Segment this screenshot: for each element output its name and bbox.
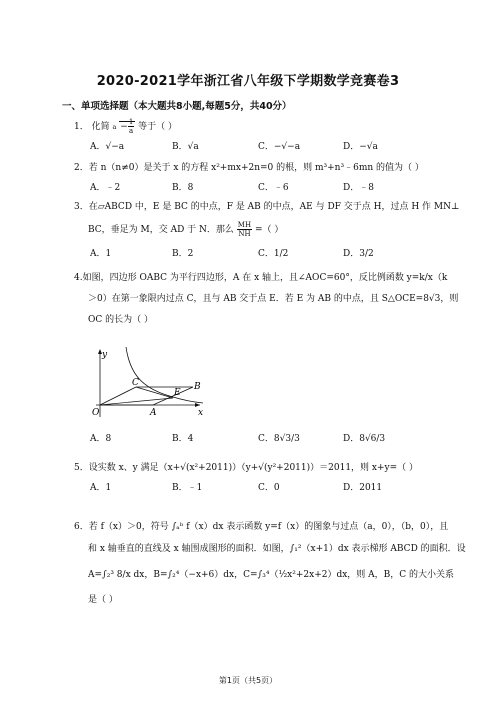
sqrt-expression: − $\frac{1}{a}$	[120, 118, 134, 135]
label-E: E	[174, 388, 181, 398]
label-y: y	[102, 350, 108, 360]
question-2	[74, 162, 424, 174]
x-axis-arrow	[195, 403, 200, 407]
option-d: D．8√6/3	[343, 434, 386, 444]
question-4-line3: OC 的长为（ ）	[88, 315, 153, 325]
question-text: 设实数 x、y 满足（x+√(x²+2011)）（y+√(y²+2011)）＝2011，则 x+y=（ ）	[88, 463, 419, 473]
label-x: x	[198, 408, 204, 418]
hyperbola-curve	[126, 347, 203, 403]
label-B: B	[194, 382, 201, 392]
option-b: B．√a	[172, 142, 199, 152]
question-text: 等于（ ）	[138, 122, 178, 132]
question-text: BC，垂足为 M，交 AD 于 N．那么	[88, 225, 234, 235]
option-b: B．4	[172, 434, 194, 444]
question-6-line4: 是（ ）	[88, 595, 118, 605]
fraction: $\frac{1}{a}$	[128, 118, 134, 135]
expr-a: a	[112, 123, 117, 131]
question-text: 化简	[91, 122, 110, 132]
section-header: 一、单项选择题（本大题共8小题,每题5分，共40分）	[62, 101, 292, 112]
label-O: O	[92, 408, 100, 418]
option-d: D．3/2	[343, 249, 374, 259]
option-c: C．−√−a	[258, 142, 301, 152]
question-6-line2: 和 x 轴垂直的直线及 x 轴围成图形的面积．如图，∫₁²（x+1）dx 表示梯形 ABCD 的面积．设	[88, 544, 466, 554]
option-b: B．8	[172, 183, 194, 193]
option-d: D．﹣8	[343, 183, 374, 193]
option-d: D．−√a	[343, 142, 378, 152]
segment-OE	[100, 398, 173, 405]
question-5	[74, 462, 418, 474]
question-6-line3: A=∫₂³ 8/x dx，B=∫₂⁴（−x+6）dx，C=∫₃⁴（½x²+2x+2）dx，则 A，B，C 的大小关系	[88, 570, 455, 580]
question-text: 若 f（x）＞0，符号 ∫ₐᵇ f（x）dx 表示函数 y=f（x）的图象与过点（a，0），（b，0），且	[88, 522, 449, 532]
label-C: C	[132, 378, 139, 388]
option-a: A．﹣2	[90, 183, 121, 193]
question-number: 3．	[74, 202, 89, 212]
option-c: C．0	[258, 483, 280, 493]
option-a: A．1	[90, 483, 112, 493]
question-number: 4.	[74, 273, 83, 283]
label-A: A	[150, 408, 157, 418]
option-a: A．1	[90, 249, 112, 259]
option-a: A．8	[90, 434, 112, 444]
option-d: D．2011	[343, 483, 383, 493]
question-number: 1．	[74, 122, 89, 132]
page-footer: 第1页（共5页）	[218, 676, 278, 685]
question-text: 如图，四边形 OABC 为平行四边形，A 在 x 轴上，且∠AOC=60°，反比例函数 y=k/x（k	[82, 273, 448, 283]
parallelogram-figure	[88, 345, 208, 420]
question-4	[74, 272, 447, 284]
option-c: C．8√3/3	[258, 434, 300, 444]
option-c: C．1/2	[258, 249, 289, 259]
fraction: $\frac{MH}{NH}$	[237, 221, 252, 238]
question-number: 5．	[74, 463, 89, 473]
question-number: 6．	[74, 522, 89, 532]
option-b: B．﹣1	[172, 483, 203, 493]
question-text: 在▱ABCD 中，E 是 BC 的中点，F 是 AB 的中点，AE 与 DF 交于点 H，过点 H 作 MN⊥	[88, 202, 460, 212]
question-6	[74, 521, 448, 533]
question-3	[74, 201, 459, 213]
question-text: 若 n（n≠0）是关于 x 的方程 x²+mx+2n=0 的根，则 m³+n³﹣6mn 的值为（ ）	[88, 163, 424, 173]
question-number: 2．	[74, 163, 89, 173]
question-3-line2	[88, 221, 283, 238]
option-c: C．﹣6	[258, 183, 289, 193]
page-title: 2020-2021学年浙江省八年级下学期数学竞赛卷3	[96, 74, 400, 89]
option-b: B．2	[172, 249, 194, 259]
question-4-line2: ＞0）在第一象限内过点 C，且与 AB 交于点 E．若 E 为 AB 的中点，且 S△OCE=8√3，则	[88, 294, 459, 304]
segment-CE	[136, 387, 173, 398]
question-1	[74, 118, 177, 135]
option-a: A．√−a	[90, 142, 125, 152]
question-text: =（ ）	[254, 225, 284, 235]
